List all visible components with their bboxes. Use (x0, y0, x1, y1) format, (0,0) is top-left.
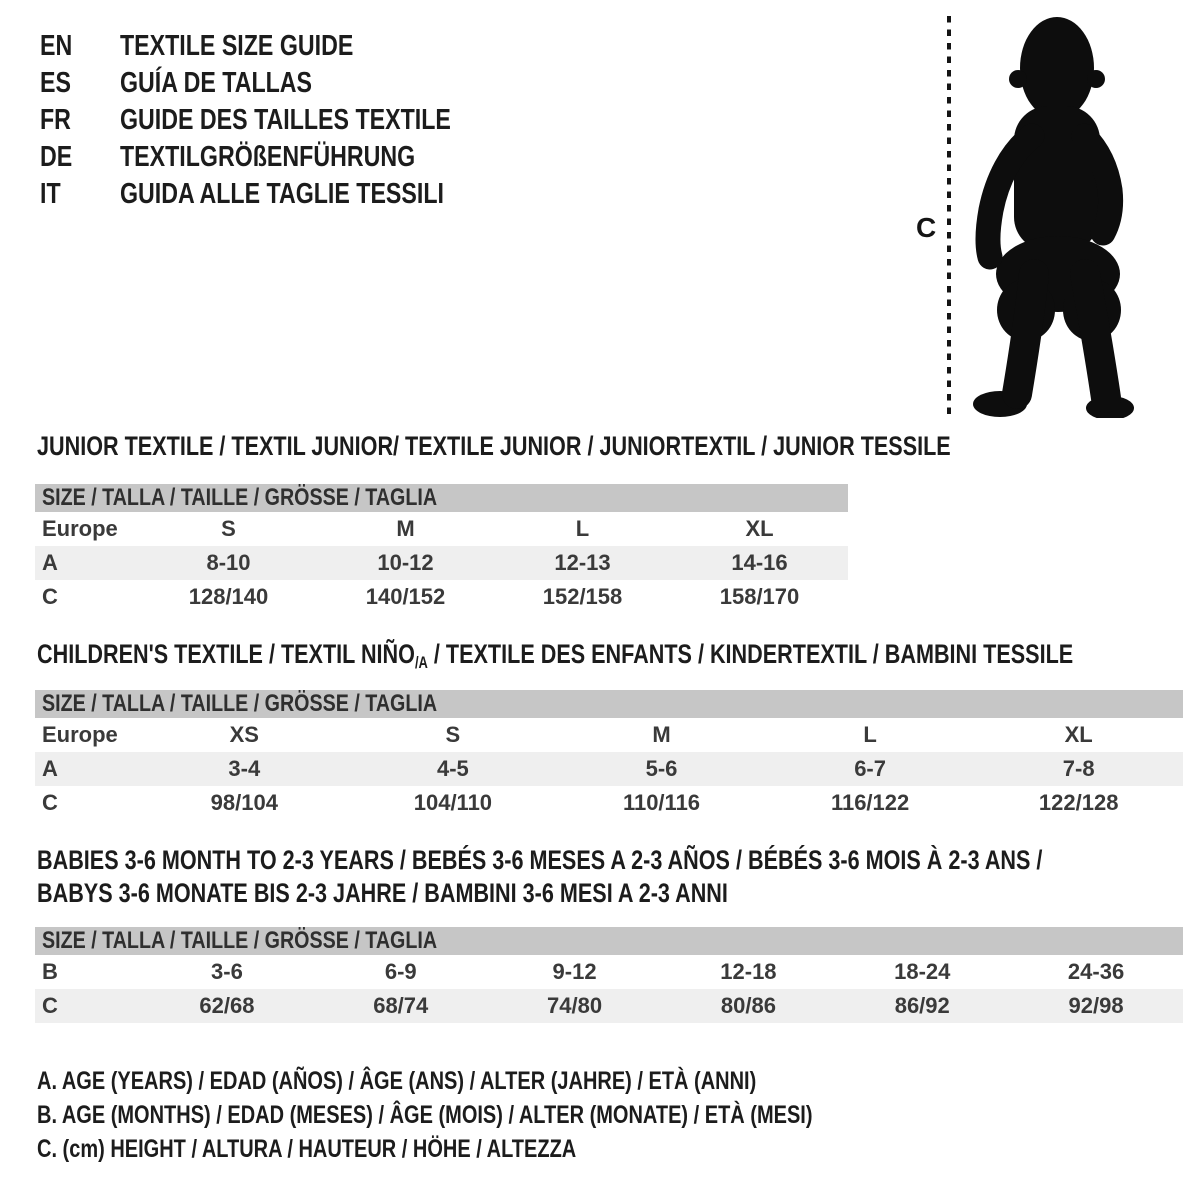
size-value: 12-18 (720, 959, 777, 984)
size-value: L (575, 516, 590, 541)
table-row (35, 718, 1183, 752)
language-code: EN (40, 30, 73, 62)
toddler-silhouette-icon (964, 12, 1136, 423)
language-code: FR (40, 104, 71, 136)
size-value: M (396, 516, 415, 541)
language-title: TEXTILE SIZE GUIDE (120, 30, 354, 62)
size-value: 62/68 (199, 993, 255, 1018)
language-title: TEXTILGRÖßENFÜHRUNG (120, 141, 416, 173)
children-title-subscript: /A (414, 653, 428, 672)
language-code: ES (40, 67, 71, 99)
language-title: GUIDE DES TAILLES TEXTILE (120, 104, 451, 136)
table-row (35, 955, 1183, 989)
size-value: XS (229, 722, 259, 747)
size-value: 6-7 (854, 756, 886, 781)
size-value: 24-36 (1067, 959, 1125, 984)
figure-height-label: C (916, 212, 937, 243)
footnote-line (37, 1132, 1006, 1166)
size-value: 7-8 (1062, 756, 1095, 781)
size-value: 74/80 (547, 993, 603, 1018)
size-value: 110/116 (622, 790, 701, 815)
size-value: 4-5 (436, 756, 469, 781)
babies-size-table (35, 927, 1183, 1023)
row-label: A (42, 756, 58, 781)
size-value: 6-9 (384, 959, 417, 984)
size-value: 116/122 (830, 790, 910, 815)
size-value: 122/128 (1038, 790, 1119, 815)
footnote-text: B. AGE (MONTHS) / EDAD (MESES) / ÂGE (MOIS) / ALTER (MONATE) / ETÀ (MESI) (37, 1100, 813, 1129)
size-table-header-label: SIZE / TALLA / TAILLE / GRÖSSE / TAGLIA (42, 690, 438, 717)
size-value: 80/86 (720, 993, 776, 1018)
row-label: B (42, 959, 58, 984)
size-table-header-label: SIZE / TALLA / TAILLE / GRÖSSE / TAGLIA (42, 484, 438, 511)
row-label: Europe (42, 722, 118, 747)
size-value: M (652, 722, 671, 747)
footnote-text: C. (cm) HEIGHT / ALTURA / HAUTEUR / HÖHE / ALTEZZA (37, 1134, 577, 1163)
children-title-part: CHILDREN'S TEXTILE / TEXTIL NIÑO (37, 639, 415, 669)
size-table-header-label: SIZE / TALLA / TAILLE / GRÖSSE / TAGLIA (42, 927, 438, 954)
footnote-text: A. AGE (YEARS) / EDAD (AÑOS) / ÂGE (ANS) / ALTER (JAHRE) / ETÀ (ANNI) (37, 1066, 757, 1095)
table-row (35, 546, 848, 580)
table-row (35, 989, 1183, 1023)
language-title: GUÍA DE TALLAS (120, 67, 313, 99)
height-dashed-line (946, 16, 952, 421)
language-row (40, 139, 534, 176)
size-value: 14-16 (731, 550, 788, 575)
size-value: 18-24 (894, 959, 951, 984)
size-value: L (863, 722, 877, 747)
size-value: 8-10 (206, 550, 251, 575)
size-table-header (35, 927, 1183, 955)
footnote-line (37, 1064, 1006, 1098)
table-row (35, 786, 1183, 820)
size-value: 104/110 (413, 790, 493, 815)
size-value: XL (1064, 722, 1093, 747)
table-row (35, 752, 1183, 786)
language-code: IT (40, 178, 61, 210)
size-value: XL (745, 516, 774, 541)
row-label: A (42, 550, 58, 575)
size-value: 128/140 (188, 584, 269, 609)
language-row (40, 102, 534, 139)
footnotes (37, 1064, 1006, 1166)
language-title: GUIDA ALLE TAGLIE TESSILI (120, 178, 444, 210)
size-value: 12-13 (554, 550, 611, 575)
language-row (40, 176, 534, 213)
children-size-table (35, 690, 1183, 820)
babies-title-line-1: BABIES 3-6 MONTH TO 2-3 YEARS / BEBÉS 3-6 MESES A 2-3 AÑOS / BÉBÉS 3-6 MOIS À 2-3 ANS / (37, 845, 1043, 875)
size-table-header (35, 484, 848, 512)
row-label: C (42, 993, 58, 1018)
language-code: DE (40, 141, 73, 173)
row-label: C (42, 790, 58, 815)
size-value: 10-12 (377, 550, 434, 575)
size-table-header (35, 690, 1183, 718)
children-section-title (37, 641, 1073, 672)
size-value: 158/170 (719, 584, 800, 609)
row-label: C (42, 584, 58, 609)
size-value: 86/92 (894, 993, 950, 1018)
row-label: Europe (42, 516, 118, 541)
size-value: 3-6 (211, 959, 243, 984)
size-value: S (445, 722, 461, 747)
size-value: 9-12 (552, 959, 597, 984)
size-value: 140/152 (365, 584, 446, 609)
size-value: 5-6 (645, 756, 678, 781)
size-value: 92/98 (1068, 993, 1124, 1018)
children-title-part: / TEXTILE DES ENFANTS / KINDERTEXTIL / BAMBINI TESSILE (427, 639, 1074, 669)
language-row (40, 28, 534, 65)
footnote-line (37, 1098, 1006, 1132)
language-list (40, 28, 534, 213)
table-row (35, 512, 848, 546)
table-row (35, 580, 848, 614)
size-value: 3-4 (228, 756, 261, 781)
size-value: 68/74 (373, 993, 429, 1018)
babies-title-line-2: BABYS 3-6 MONATE BIS 2-3 JAHRE / BAMBINI 3-6 MESI A 2-3 ANNI (37, 878, 728, 908)
junior-size-table (35, 484, 848, 614)
babies-section-title (37, 847, 1042, 913)
language-row (40, 65, 534, 102)
size-value: 98/104 (210, 790, 278, 815)
size-value: 152/158 (542, 584, 623, 609)
junior-section-title: JUNIOR TEXTILE / TEXTIL JUNIOR/ TEXTILE JUNIOR / JUNIORTEXTIL / JUNIOR TESSILE (37, 431, 951, 461)
size-value: S (221, 516, 236, 541)
